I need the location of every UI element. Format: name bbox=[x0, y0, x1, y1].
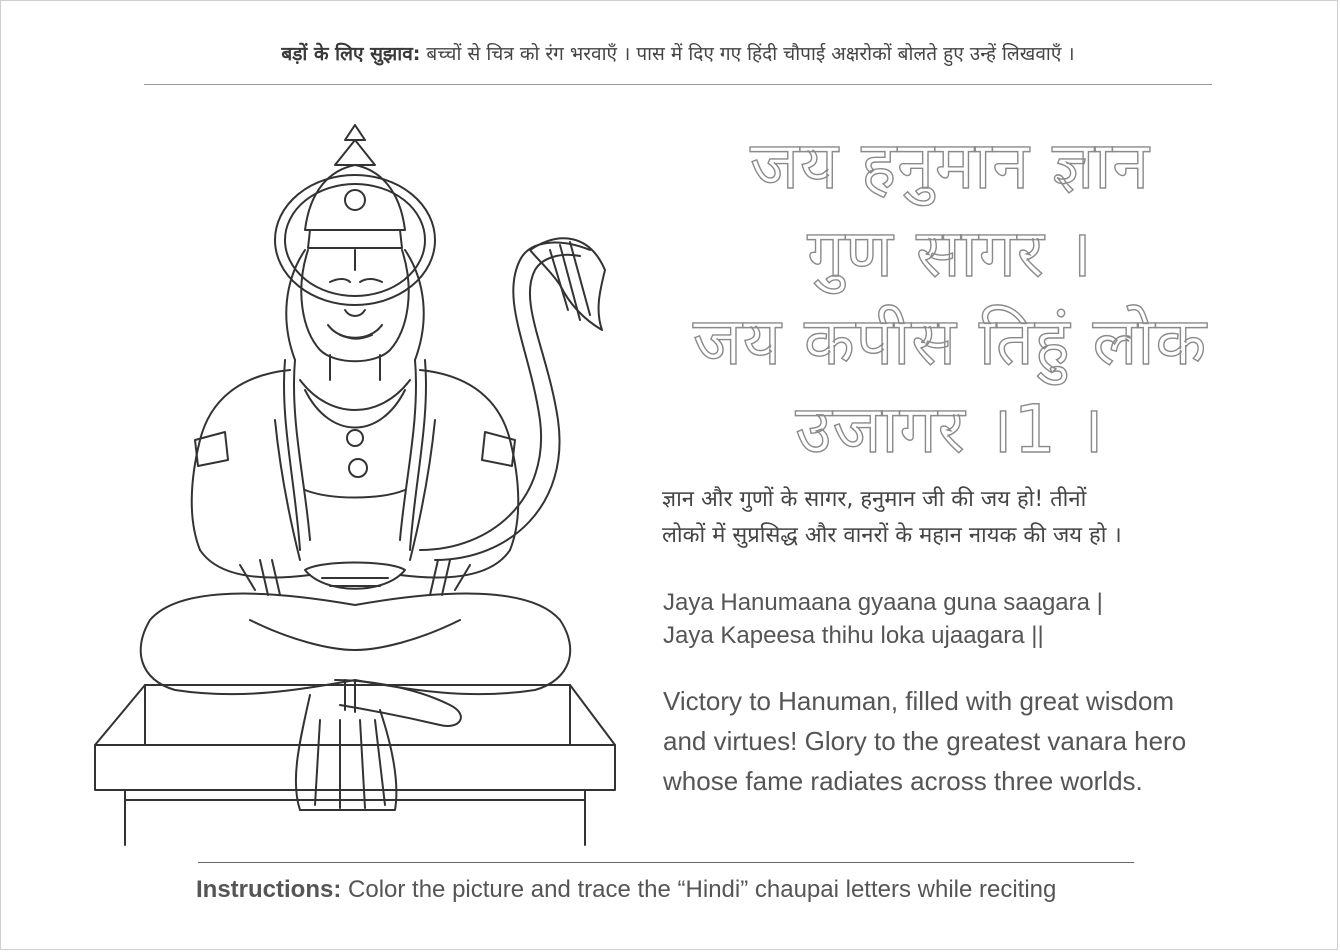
top-divider bbox=[144, 84, 1212, 85]
trace-line-4: उजागर ।1 । bbox=[795, 391, 1105, 468]
instructions bbox=[196, 876, 1196, 904]
transliteration-line: Jaya Kapeesa thihu loka ujaagara || bbox=[663, 622, 1044, 649]
trace-line-2: गुण सागर । bbox=[807, 215, 1093, 292]
adult-suggestion-text: बच्चों से चित्र को रंग भरवाएँ । पास में दिए गए हिंदी चौपाई अक्षरोकों बोलते हुए उन्हें लिखवाएँ । bbox=[426, 43, 1075, 65]
hindi-meaning-line: लोकों में सुप्रसिद्ध और वानरों के महान नायक की जय हो । bbox=[662, 523, 1122, 548]
transliteration bbox=[663, 586, 1263, 652]
trace-line-1: जय हनुमान ज्ञान bbox=[749, 127, 1151, 204]
hindi-meaning-line: ज्ञान और गुणों के सागर, हनुमान जी की जय हो! तीनों bbox=[662, 487, 1087, 512]
transliteration-line: Jaya Hanumaana gyaana guna saagara | bbox=[663, 589, 1103, 616]
traceable-chaupai bbox=[655, 122, 1245, 474]
hindi-meaning bbox=[662, 482, 1262, 554]
english-meaning bbox=[663, 681, 1283, 801]
english-meaning-line: and virtues! Glory to the greatest vanara hero bbox=[663, 726, 1187, 756]
instructions-text: Color the picture and trace the “Hindi” chaupai letters while reciting bbox=[341, 876, 1057, 903]
trace-line-3: जय कपीस तिहुं लोक bbox=[692, 303, 1208, 380]
meditating-hanuman-illustration bbox=[90, 120, 620, 850]
english-meaning-line: whose fame radiates across three worlds. bbox=[663, 766, 1143, 796]
english-meaning-line: Victory to Hanuman, filled with great wisdom bbox=[663, 686, 1175, 716]
instructions-label: Instructions: bbox=[196, 876, 342, 903]
adult-suggestion bbox=[144, 40, 1212, 66]
bottom-divider bbox=[198, 862, 1134, 863]
adult-suggestion-label: बड़ों के लिए सुझाव: bbox=[281, 43, 421, 65]
